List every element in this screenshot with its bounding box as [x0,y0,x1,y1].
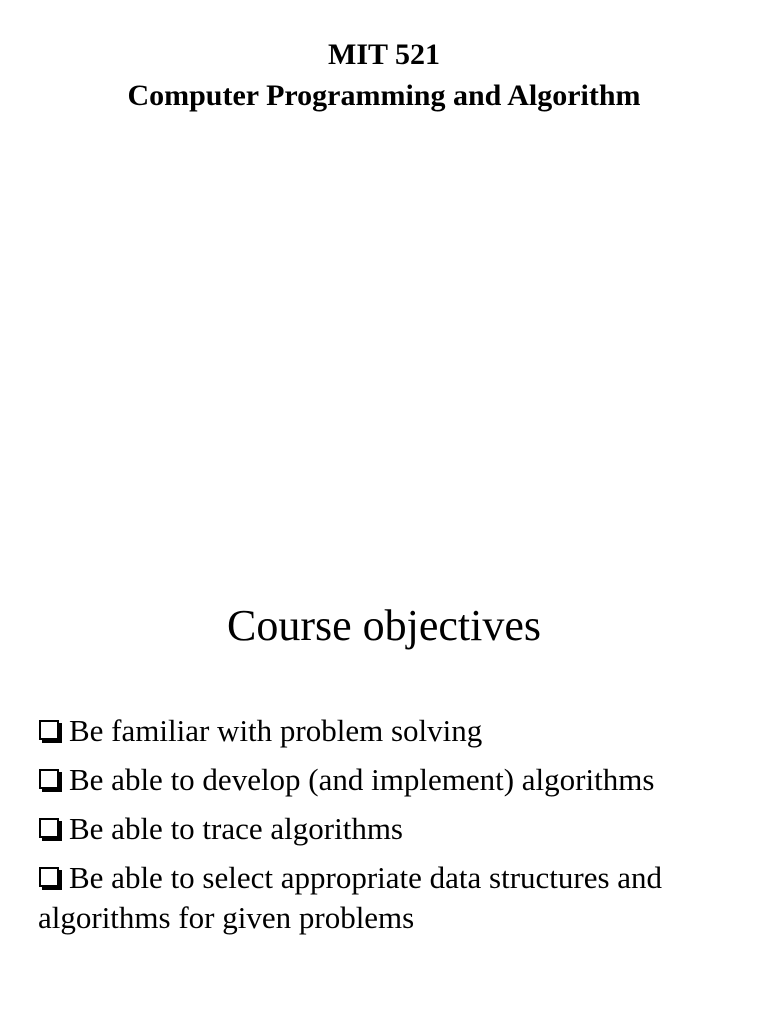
objective-item [38,858,750,938]
document-header [0,34,768,116]
objective-item [38,760,750,800]
checkbox-bullet-icon [39,867,59,887]
objective-text: Be able to trace algorithms [69,811,403,846]
objectives-list [38,711,750,947]
checkbox-bullet-icon [39,720,59,740]
objective-item [38,711,750,751]
course-code: MIT 521 [328,38,440,71]
objective-text: Be able to develop (and implement) algorithms [69,762,655,797]
course-title: Computer Programming and Algorithm [127,79,641,112]
checkbox-bullet-icon [39,818,59,838]
section-title: Course objectives [226,601,542,650]
objective-item [38,809,750,849]
objective-text: Be familiar with problem solving [69,713,483,748]
objective-text: Be able to select appropriate data structures and algorithms for given problems [38,860,663,935]
checkbox-bullet-icon [39,769,59,789]
